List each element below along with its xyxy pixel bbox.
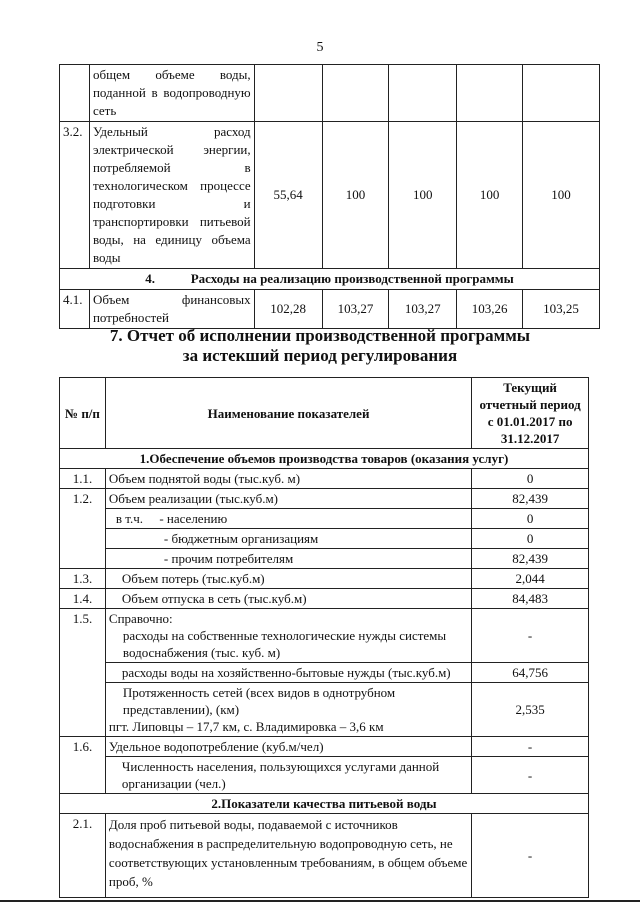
table-row [60,683,589,737]
indicator-name-cell: Доля проб питьевой воды, подаваемой с источников водоснабжения в распределительную водопроводную сеть, не соответствующих установленным требованиям, в общем объеме проб, % [105,814,471,898]
section-title: 2.Показатели качества питьевой воды [60,794,589,814]
section-title: 1.Обеспечение объемов производства товаров (оказания услуг) [60,449,589,469]
row-number-cell: 1.5. [60,609,106,663]
table-row [60,549,589,569]
indicator-name-cell: Численность населения, пользующихся услугами данной организации (чел.) [105,757,471,794]
table-row [60,589,589,609]
prefix-label: в т.ч. [115,511,144,526]
indicator-name-cell [105,509,471,529]
row-number-cell: 3.2. [60,122,90,269]
value-cell: 100 [523,122,600,269]
section-number: 4. [145,271,155,286]
indicator-name-cell: - бюджетным организациям [105,529,471,549]
indicator-name-cell [105,609,471,663]
indicator-name-cell [105,683,471,737]
header-row [60,378,589,449]
value-cell [254,65,322,122]
indicator-name-cell: Удельный расход электрической энергии, потребляемой в технологическом процессе подготовки и транспортировки питьевой воды, на единицу объема воды [89,122,254,269]
table-row [60,489,589,509]
table-row [60,529,589,549]
heading-line-1: 7. Отчет об исполнении производственной программы [109,326,531,345]
sub-indicator: расходы на собственные технологические нужды системы водоснабжения (тыс. куб. м) [122,628,447,660]
sub-indicator: Протяженность сетей (всех видов в однотрубном представлении), (км) [122,685,396,717]
value-cell: 103,27 [389,290,457,329]
value-cell [457,65,523,122]
page-number: 5 [316,40,324,55]
table-row [60,290,600,329]
indicator-name-cell: расходы воды на хозяйственно-бытовые нужды (тыс.куб.м) [105,663,471,683]
value-cell [523,65,600,122]
value-cell: 100 [322,122,389,269]
indicator-name-cell: - прочим потребителям [105,549,471,569]
table-row [60,65,600,122]
header-name: Наименование показателей [105,378,471,449]
row-number-cell: 1.3. [60,569,106,589]
row-number-cell: 1.6. [60,737,106,757]
header-value: Текущий отчетный период с 01.01.2017 по 31.12.2017 [472,378,589,449]
indicator-name-cell: Объем финансовых потребностей [89,290,254,329]
section-row [60,269,600,290]
value-cell: - [472,757,589,794]
row-number-cell [60,65,90,122]
heading-line-2: за истекший период регулирования [182,346,458,365]
table-row [60,609,589,663]
indicator-name-cell: общем объеме воды, поданной в водопроводную сеть [89,65,254,122]
row-number-cell [60,529,106,549]
indicator-name-cell: Объем отпуска в сеть (тыс.куб.м) [105,589,471,609]
network-detail: пгт. Липовцы – 17,7 км, с. Владимировка – 3,6 км [108,719,384,734]
report-heading [0,326,640,366]
value-cell: 103,26 [457,290,523,329]
value-cell: 100 [389,122,457,269]
indicator-name-cell: Объем потерь (тыс.куб.м) [105,569,471,589]
value-cell: - [472,814,589,898]
table-row [60,814,589,898]
indicator-name-cell: Объем поднятой воды (тыс.куб. м) [105,469,471,489]
value-cell: 0 [472,529,589,549]
row-number-cell: 2.1. [60,814,106,898]
value-cell: 84,483 [472,589,589,609]
value-cell: 103,25 [523,290,600,329]
value-cell: 100 [457,122,523,269]
reference-label: Справочно: [108,611,173,626]
value-cell: - [472,737,589,757]
row-number-cell: 1.2. [60,489,106,509]
value-cell: - [472,609,589,663]
row-number-cell: 1.4. [60,589,106,609]
section-row [60,449,589,469]
value-cell: 82,439 [472,489,589,509]
report-table [59,377,589,898]
section-title: Расходы на реализацию производственной программы [190,271,514,286]
row-number-cell [60,509,106,529]
table-row [60,122,600,269]
value-cell [389,65,457,122]
header-num: № п/п [60,378,106,449]
row-number-cell [60,663,106,683]
value-cell: 2,535 [472,683,589,737]
section-row [60,794,589,814]
value-cell: 64,756 [472,663,589,683]
table-row [60,569,589,589]
table-row [60,737,589,757]
table-row [60,469,589,489]
section-title-cell [60,269,600,290]
page-bottom-edge [0,900,640,902]
top-table-continuation [59,64,600,329]
value-cell: 82,439 [472,549,589,569]
indicator-name-cell: Удельное водопотребление (куб.м/чел) [105,737,471,757]
value-cell: 102,28 [254,290,322,329]
table-row [60,663,589,683]
value-cell: 0 [472,469,589,489]
table-row [60,509,589,529]
value-cell: 103,27 [322,290,389,329]
sub-indicator: - населению [159,511,228,526]
row-number-cell: 1.1. [60,469,106,489]
value-cell: 2,044 [472,569,589,589]
row-number-cell [60,549,106,569]
value-cell: 55,64 [254,122,322,269]
indicator-name-cell: Объем реализации (тыс.куб.м) [105,489,471,509]
value-cell: 0 [472,509,589,529]
row-number-cell [60,757,106,794]
value-cell [322,65,389,122]
row-number-cell: 4.1. [60,290,90,329]
table-row [60,757,589,794]
row-number-cell [60,683,106,737]
